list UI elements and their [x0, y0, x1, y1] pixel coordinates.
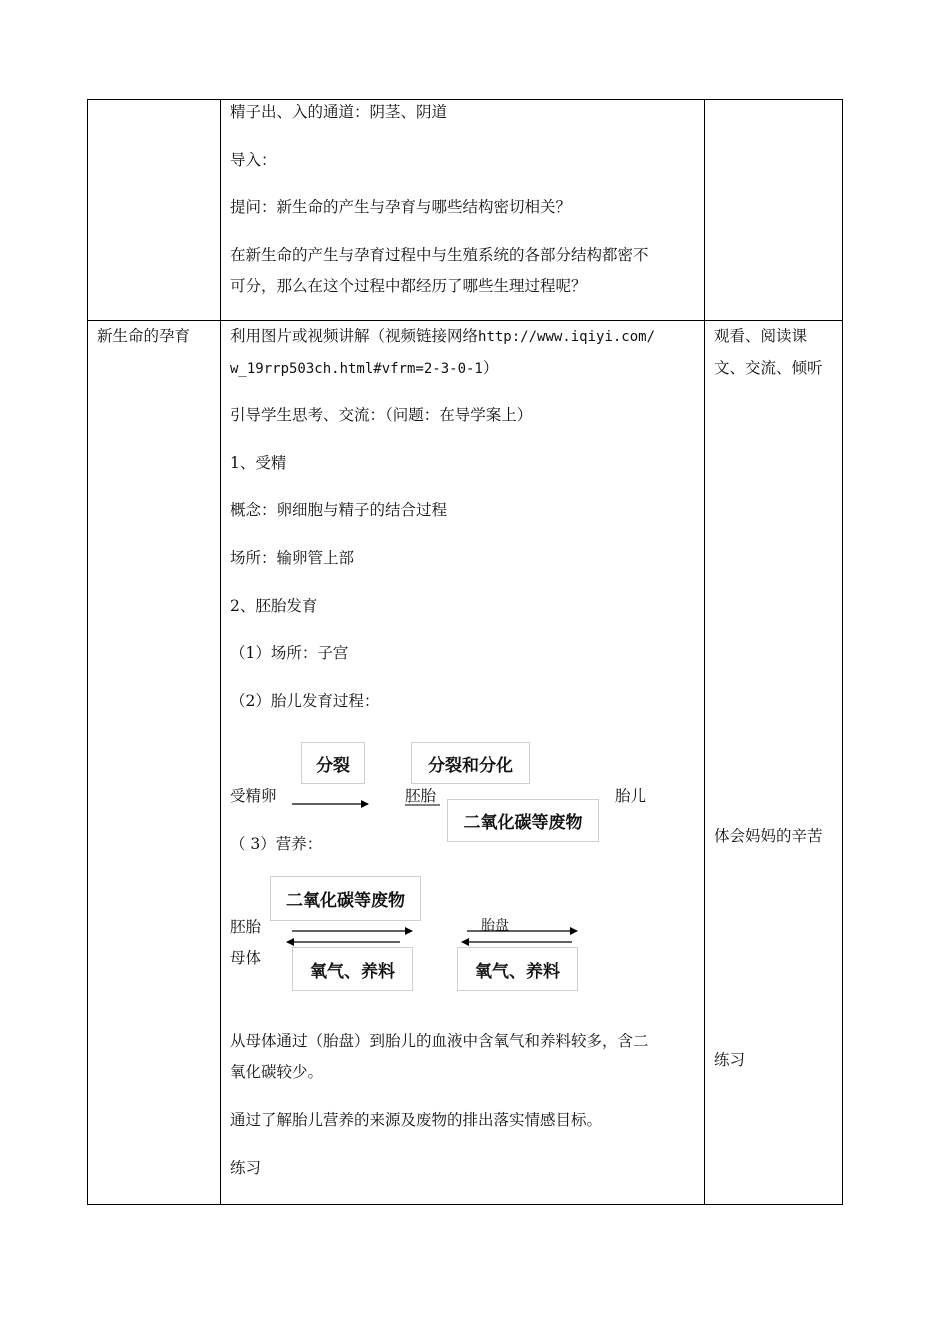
box-division: 分裂: [301, 742, 365, 784]
heading-fertilization: 1、受精: [230, 454, 287, 472]
activity-watch-a: 观看、阅读课: [714, 327, 808, 345]
video-link-part-b[interactable]: w_19rrp503ch.html#vfrm=2-3-0-1: [230, 361, 483, 377]
section-title: 新生命的孕育: [97, 327, 191, 345]
text-transition-a: 在新生命的产生与孕育过程中与生殖系统的各部分结构都密不: [230, 246, 649, 264]
activity-watch-b: 文、交流、倾听: [714, 359, 823, 377]
text-practice: 练习: [230, 1159, 262, 1177]
box-co2-waste-1: 二氧化碳等废物: [447, 799, 599, 842]
box-co2-waste-2: 二氧化碳等废物: [270, 876, 421, 921]
text-question: 提问：新生命的产生与孕育与哪些结构密切相关？: [230, 198, 572, 216]
box-division-differentiation: 分裂和分化: [411, 742, 530, 784]
video-link-close: ）: [482, 359, 499, 377]
label-zygote: 受精卵: [230, 787, 277, 805]
text-fetal-process: （2）胎儿发育过程：: [230, 692, 380, 710]
box-oxygen-nutrients-right: 氧气、养料: [457, 947, 578, 991]
video-text: 利用图片或视频讲解（视频链接网络: [230, 327, 479, 345]
text-concept: 概念：卵细胞与精子的结合过程: [230, 501, 448, 519]
text-transition-b: 可分，那么在这个过程中都经历了哪些生理过程呢？: [230, 277, 587, 295]
activity-practice: 练习: [714, 1051, 746, 1069]
text-conclusion-b: 氧化碳较少。: [230, 1063, 324, 1081]
text-place: 场所：输卵管上部: [230, 549, 355, 567]
text-intro: 导入：: [230, 151, 277, 169]
label-embryo: 胚胎: [405, 787, 437, 805]
text-uterus: （1）场所：子宫: [230, 644, 349, 662]
text-goal: 通过了解胎儿营养的来源及废物的排出落实情感目标。: [230, 1111, 603, 1129]
video-link-part-a[interactable]: http://www.iqiyi.com/: [478, 329, 656, 345]
text-conclusion-a: 从母体通过（胎盘）到胎儿的血液中含氧气和养料较多，含二: [230, 1032, 649, 1050]
label-mother: 母体: [230, 949, 262, 967]
text-nutrition: （ 3）营养：: [230, 835, 323, 853]
label-embryo-2: 胚胎: [230, 918, 262, 936]
activity-appreciate: 体会妈妈的辛苦: [714, 827, 823, 845]
label-fetus: 胎儿: [615, 787, 647, 805]
box-oxygen-nutrients-left: 氧气、养料: [292, 947, 413, 991]
text-guide: 引导学生思考、交流：（问题：在导学案上）: [230, 406, 533, 424]
text-sperm-passage: 精子出、入的通道：阴茎、阴道: [230, 103, 448, 121]
heading-embryo-development: 2、胚胎发育: [230, 597, 318, 615]
label-placenta: 胎盘: [481, 918, 509, 934]
